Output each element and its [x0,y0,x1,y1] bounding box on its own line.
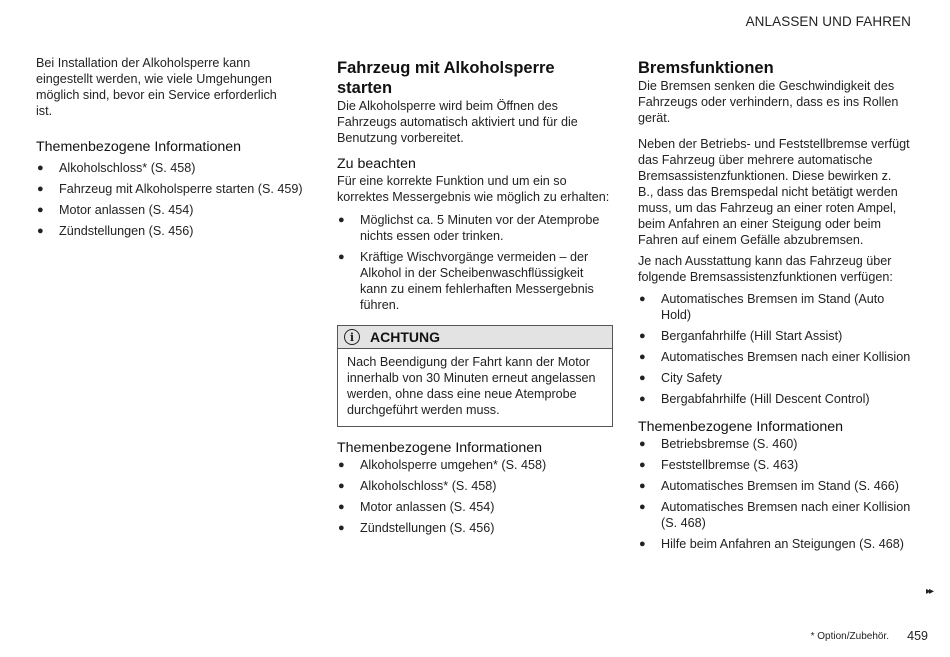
warning-header [338,326,612,349]
list-item[interactable]: ● Zündstellungen (S. 456) [338,521,495,535]
section-title: Fahrzeug mit Alkoholsperre starten [337,59,555,97]
list-item: ● City Safety [639,371,722,385]
column-1 [36,55,306,239]
related-list [337,457,613,536]
list-item[interactable]: ● Alkoholschloss* (S. 458) [338,479,497,493]
column-2 [337,55,613,536]
footnote: * Option/Zubehör. [810,631,889,642]
list-item: ● Automatisches Bremsen im Stand (Auto Hold) [639,292,885,322]
list-item[interactable]: ● Fahrzeug mit Alkoholsperre starten (S. 459) [37,182,303,196]
note-heading: Zu beachten [337,156,416,172]
intro-paragraph: Bei Installation der Alkoholsperre kann eingestellt werden, wie viele Umgehungen möglich sind, bevor ein Service erforderlich ist. [36,56,277,118]
list-item[interactable]: ● Hilfe beim Anfahren an Steigungen (S. 468) [639,537,904,551]
list-item[interactable]: ● Motor anlassen (S. 454) [338,500,495,514]
note-list [337,212,613,313]
next-page-icon[interactable]: ▸▸ [925,586,932,597]
list-item: ● Bergabfahrhilfe (Hill Descent Control) [639,392,870,406]
chapter-header: ANLASSEN UND FAHREN [745,14,911,29]
list-item[interactable]: ● Zündstellungen (S. 456) [37,224,194,238]
list-item[interactable]: ● Betriebsbremse (S. 460) [639,437,798,451]
related-heading: Themenbezogene Informationen [638,419,844,435]
list-item: ● Kräftige Wischvorgänge vermeiden – der Alkohol in der Scheibenwaschflüssigkeit kann zu einem fehlerhaften Messergebnis führen. [338,250,594,312]
warning-box [337,325,613,427]
list-item[interactable]: ● Feststellbremse (S. 463) [639,458,799,472]
body-paragraph: Neben der Betriebs- und Feststellbremse verfügt das Fahrzeug über mehrere automatische Bremsassistenzfunktionen. Diese bewirken z. B., dass das Bremspedal nicht betätigt werden muss, um das Fahrzeug an einer roten Ampel, beim Anfahren an einer Steigung oder beim Fahren auf einem Gefälle abzubremsen. [638,137,910,247]
functions-list [638,291,914,407]
related-list [36,160,306,239]
related-heading: Themenbezogene Informationen [337,440,543,456]
note-text: Für eine korrekte Funktion und um ein so korrektes Messergebnis wie möglich zu erhalten: [337,174,610,204]
column-3 [638,55,914,552]
warning-title: ACHTUNG [370,329,440,345]
list-item[interactable]: ● Automatisches Bremsen im Stand (S. 466) [639,479,899,493]
related-heading: Themenbezogene Informationen [36,139,242,155]
list-item: ● Automatisches Bremsen nach einer Kollision [639,350,911,364]
list-item: ● Möglichst ca. 5 Minuten vor der Atemprobe nichts essen oder trinken. [338,213,600,243]
list-item[interactable]: ● Alkoholsperre umgehen* (S. 458) [338,458,547,472]
intro-paragraph: Die Alkoholsperre wird beim Öffnen des Fahrzeugs automatisch aktiviert und für die Benutzung vorbereitet. [337,99,578,145]
page-number: 459 [907,629,928,643]
related-list [638,436,914,552]
warning-text: Nach Beendigung der Fahrt kann der Motor innerhalb von 30 Minuten erneut angelassen werden, ohne dass eine neue Atemprobe durchgeführt werden muss. [347,355,596,417]
list-item[interactable]: ● Automatisches Bremsen nach einer Kollision (S. 468) [639,500,911,530]
list-item[interactable]: ● Motor anlassen (S. 454) [37,203,194,217]
section-title: Bremsfunktionen [638,59,774,77]
list-item[interactable]: ● Alkoholschloss* (S. 458) [37,161,196,175]
intro-paragraph: Die Bremsen senken die Geschwindigkeit des Fahrzeugs oder verhindern, dass es ins Rollen gerät. [638,79,899,125]
info-icon: i [344,329,360,345]
list-item: ● Berganfahrhilfe (Hill Start Assist) [639,329,843,343]
body-paragraph: Je nach Ausstattung kann das Fahrzeug über folgende Bremsassistenzfunktionen verfügen: [638,254,893,284]
